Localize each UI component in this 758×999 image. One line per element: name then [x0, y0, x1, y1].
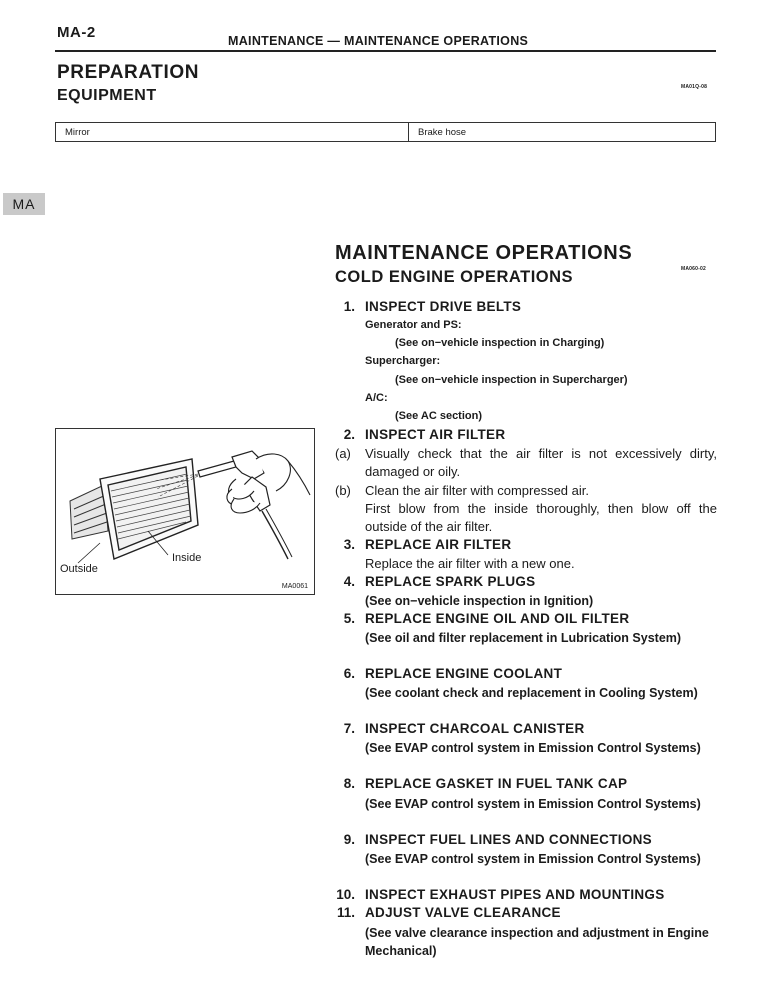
step-title: INSPECT FUEL LINES AND CONNECTIONS [365, 832, 652, 847]
step-title: REPLACE SPARK PLUGS [365, 574, 536, 589]
list-marker: (a) [335, 446, 351, 461]
reference-code: MA060-02 [681, 266, 706, 272]
equipment-cell: Brake hose [418, 127, 467, 138]
step-title: REPLACE ENGINE COOLANT [365, 666, 563, 681]
air-filter-figure [55, 428, 315, 595]
section-subtitle-equipment: EQUIPMENT [57, 87, 157, 104]
step-title: INSPECT EXHAUST PIPES AND MOUNTINGS [365, 887, 665, 902]
step-number: 9. [343, 832, 355, 847]
equipment-cell: Mirror [56, 123, 409, 141]
step-number: 5. [343, 611, 355, 626]
figure-label-outside: Outside [60, 563, 98, 575]
reference-code: MA01Q-08 [681, 84, 708, 90]
section-subtitle-cold-engine: COLD ENGINE OPERATIONS [335, 268, 574, 286]
subheading: A/C: [365, 392, 388, 404]
step-title: INSPECT AIR FILTER [365, 427, 506, 442]
step-number: 7. [343, 721, 355, 736]
step-number: 8. [343, 776, 355, 791]
instruction-text: Visually check that the air filter is not excessively dirty, damaged or oily. [365, 446, 717, 479]
step-title: REPLACE ENGINE OIL AND OIL FILTER [365, 611, 630, 626]
step-title: REPLACE AIR FILTER [365, 537, 512, 552]
list-marker: (b) [335, 483, 351, 498]
cross-reference: (See valve clearance inspection and adjustment in Engine Mechanical) [365, 926, 709, 958]
cross-reference: (See on−vehicle inspection in Supercharger) [395, 374, 628, 386]
cross-reference: (See oil and filter replacement in Lubrication System) [365, 631, 682, 645]
running-title: MAINTENANCE — MAINTENANCE OPERATIONS [228, 34, 529, 48]
cross-reference: (See EVAP control system in Emission Control Systems) [365, 852, 701, 866]
header-rule [55, 50, 716, 52]
step-number: 6. [343, 666, 355, 681]
instruction-text: First blow from the inside thoroughly, then blow off the outside of the air filter. [365, 501, 717, 534]
page-number: MA-2 [57, 24, 96, 41]
instruction-text: Clean the air filter with compressed air. [365, 483, 589, 498]
cross-reference: (See EVAP control system in Emission Control Systems) [365, 741, 701, 755]
step-number: 3. [343, 537, 355, 552]
subheading: Generator and PS: [365, 319, 462, 331]
step-number: 10. [336, 887, 355, 902]
section-tab: MA [3, 193, 45, 215]
step-number: 2. [343, 427, 355, 442]
cross-reference: (See AC section) [395, 410, 483, 422]
figure-id: MA0061 [281, 583, 308, 590]
figure-label-inside: Inside [172, 552, 202, 564]
equipment-table [55, 122, 716, 142]
section-title-preparation: PREPARATION [57, 62, 200, 83]
step-number: 1. [343, 299, 355, 314]
subheading: Supercharger: [365, 355, 441, 367]
instruction-text: Replace the air filter with a new one. [365, 556, 575, 571]
cross-reference: (See EVAP control system in Emission Control Systems) [365, 797, 701, 811]
section-title-maintenance-operations: MAINTENANCE OPERATIONS [335, 242, 633, 264]
cross-reference: (See on−vehicle inspection in Charging) [395, 337, 605, 349]
step-number: 4. [343, 574, 355, 589]
step-title: REPLACE GASKET IN FUEL TANK CAP [365, 776, 628, 791]
step-title: ADJUST VALVE CLEARANCE [365, 905, 561, 920]
cross-reference: (See coolant check and replacement in Cooling System) [365, 686, 698, 700]
cross-reference: (See on−vehicle inspection in Ignition) [365, 594, 594, 608]
step-number: 11. [336, 905, 355, 920]
step-title: INSPECT DRIVE BELTS [365, 299, 522, 314]
step-title: INSPECT CHARCOAL CANISTER [365, 721, 585, 736]
